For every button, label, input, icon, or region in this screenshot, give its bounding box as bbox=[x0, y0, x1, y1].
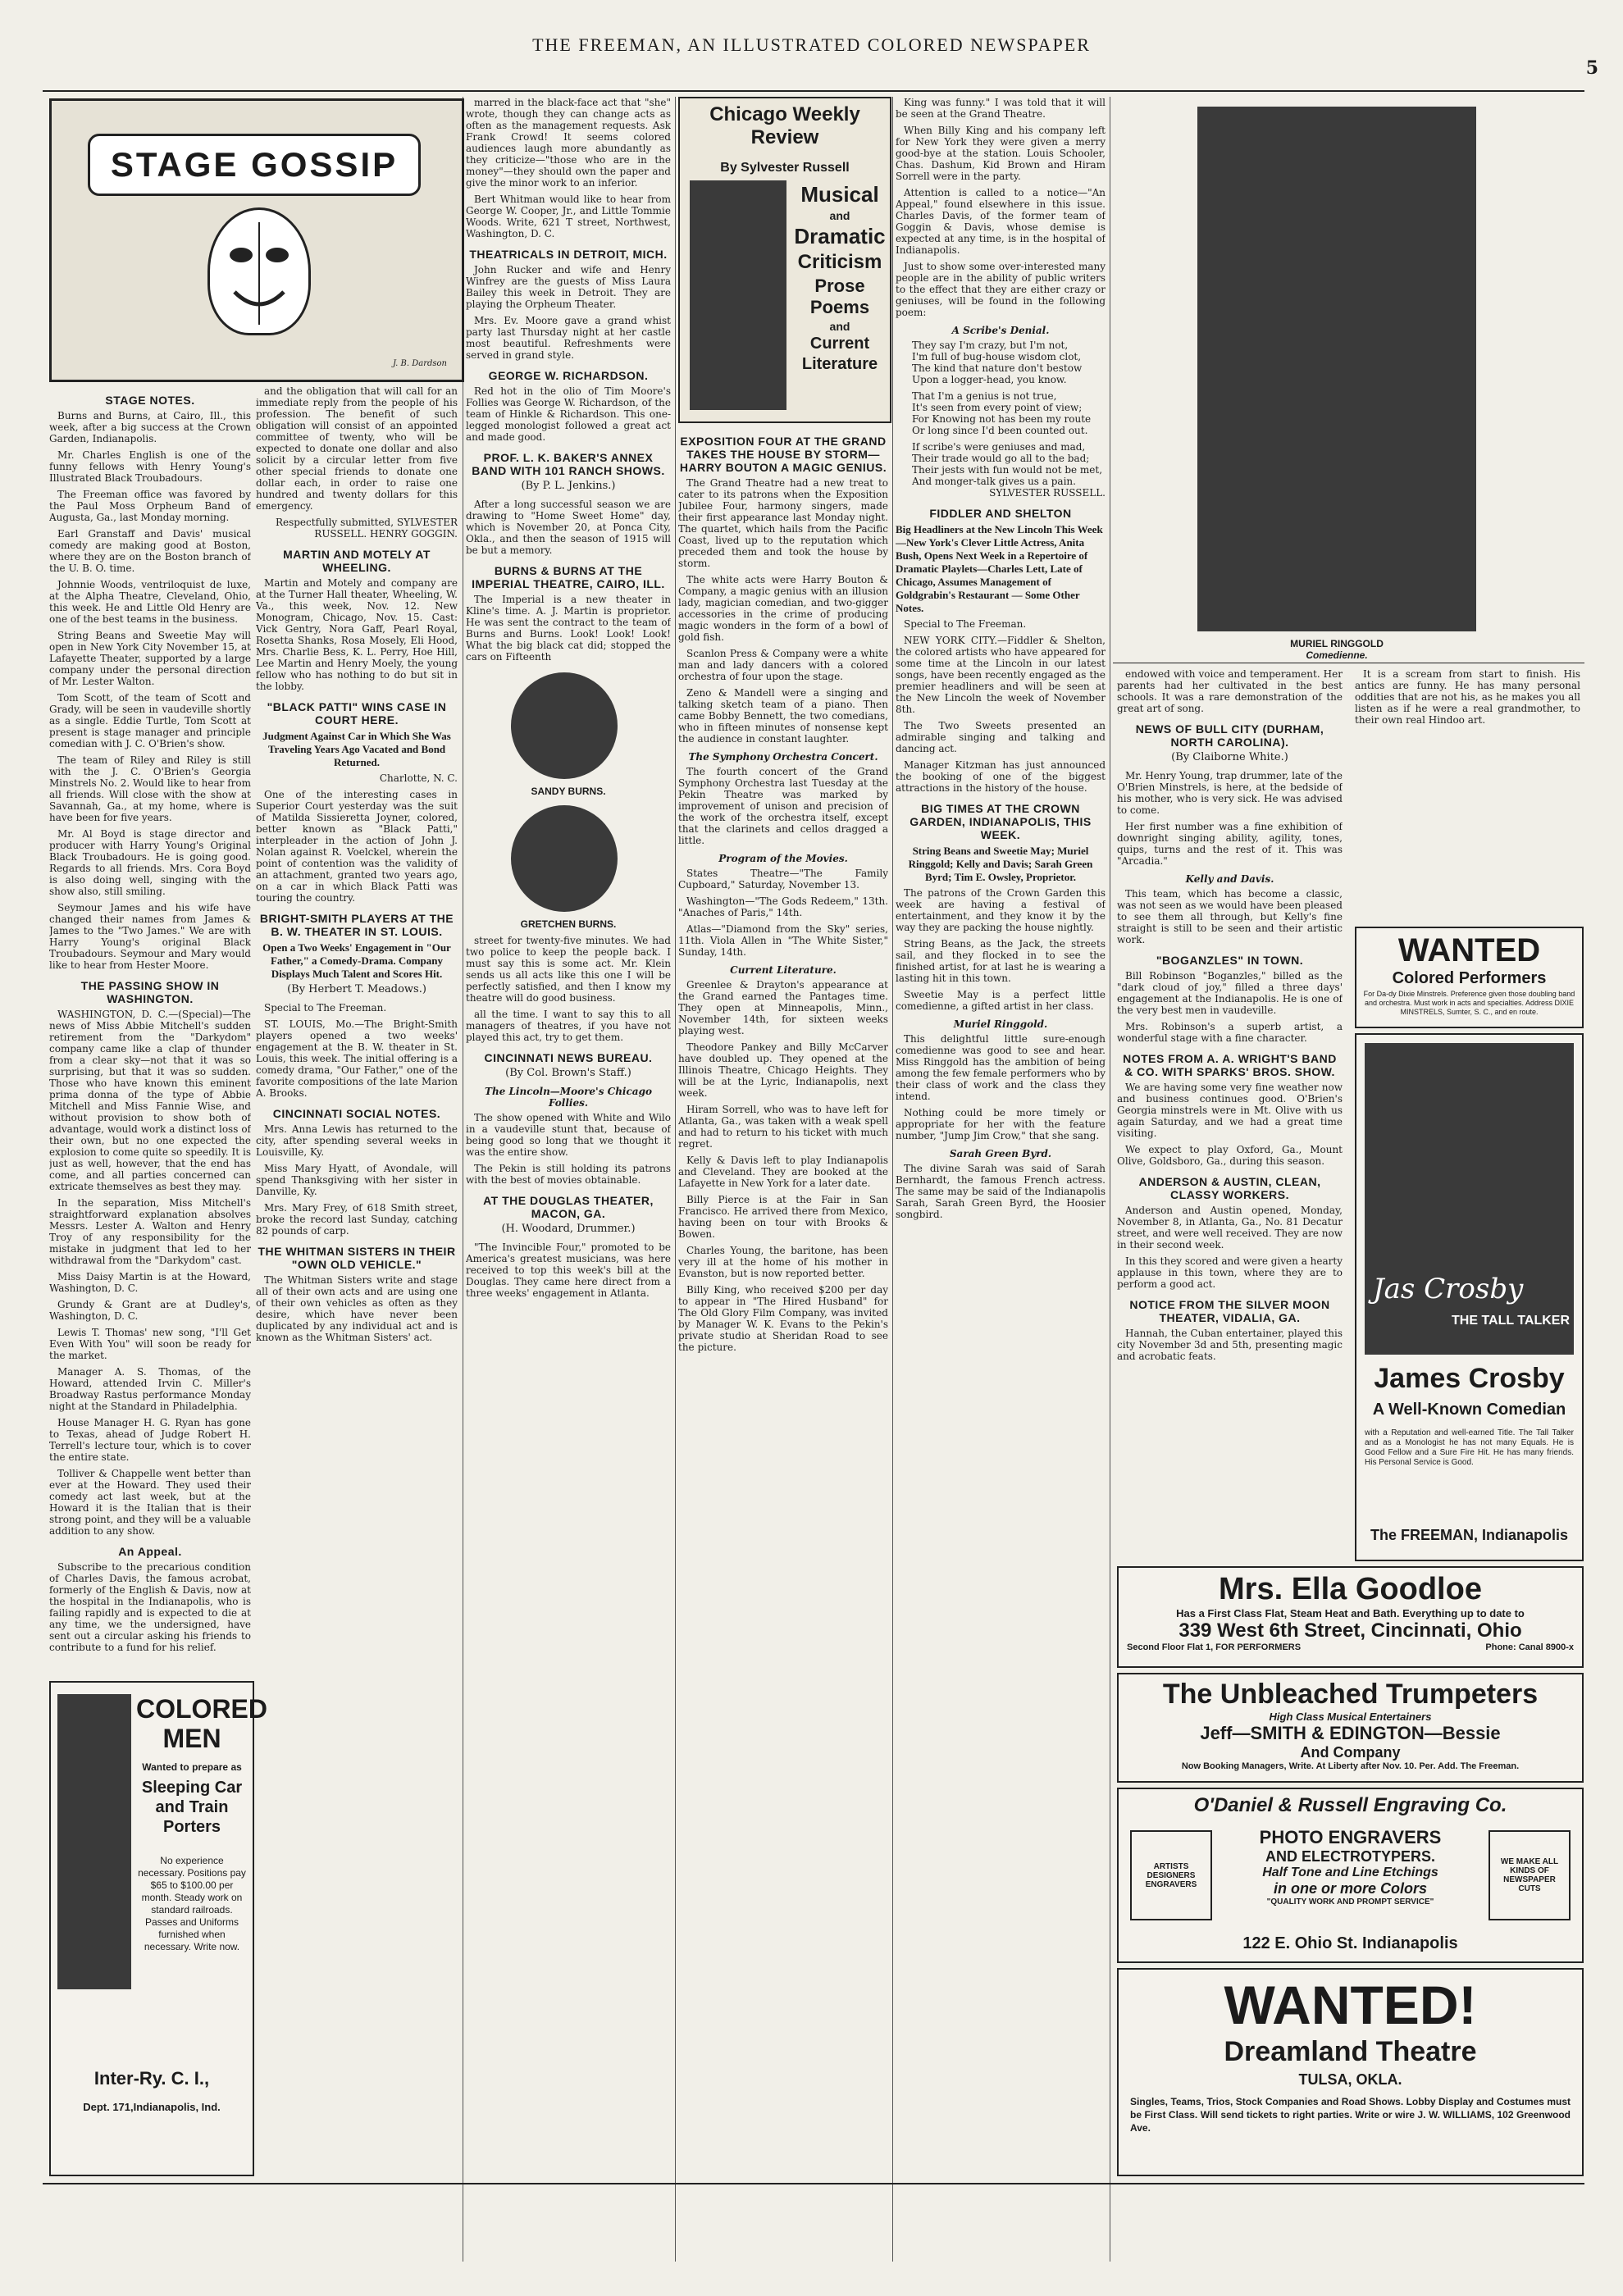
article-paragraph: The Grand Theatre had a new treat to cater to its patrons when the Exposition Jubilee Four, harmony singers, made their first appearance last Monday night. The quartet, which hails from the Pacific Coast, lived up to the reputation which preceded them and took the house by storm. bbox=[678, 477, 888, 569]
ad-line: Wanted to prepare as bbox=[142, 1761, 242, 1773]
article-paragraph: The divine Sarah was said of Sarah Bernhardt, the famous French actress. The same may be said of the Indianapolis Sarah, Sarah Green Byrd, the Hoosier songbird. bbox=[896, 1163, 1106, 1220]
headline-cincinnati-news: CINCINNATI NEWS BUREAU. bbox=[484, 1051, 653, 1064]
ad-names: Jeff—SMITH & EDINGTON—Bessie bbox=[1200, 1723, 1501, 1743]
ad-body: with a Reputation and well-earned Title. The Tall Talker and as a Monologist he has not many Equals. He is Good Fellow and a Sure Fire Hit. He has many friends. His Personal Service is Good. bbox=[1365, 1428, 1574, 1467]
article-paragraph: In this they scored and were given a hearty applause in this town, where they are to perform a good act. bbox=[1117, 1255, 1343, 1290]
article-paragraph: Mr. Henry Young, trap drummer, late of the O'Brien Minstrels, is here, at the bedside of his mother, who is very sick. He was advised to come. bbox=[1117, 770, 1343, 816]
ad-line: PHOTO ENGRAVERS bbox=[1259, 1827, 1442, 1847]
article-paragraph: Subscribe to the precarious condition of Charles Davis, the famous acrobat, formerly of the English & Davis, now at the hospital in the Indianapolis, who is failing rapidly and is expected to die at any time, we the undersigned, have sent out a circular asking his friends to contribute to a fund for his relief. bbox=[49, 1561, 251, 1653]
column-four bbox=[678, 426, 888, 2173]
article-paragraph: Theodore Pankey and Billy McCarver have doubled up. They opened at the Illinois Theatre, Chicago Heights. They will be at the Lyric, Indianapolis, next week. bbox=[678, 1041, 888, 1099]
article-paragraph: The Whitman Sisters write and stage all of their own acts and are using one of their own vehicles as often as they desire, which have never been duplicated by any individual act and is known as the Whitman Sisters' act. bbox=[256, 1274, 458, 1343]
poem-line: If scribe's were geniuses and mad, bbox=[912, 441, 1086, 453]
newspaper-title: THE FREEMAN, AN ILLUSTRATED COLORED NEWSPAPER bbox=[532, 34, 1091, 55]
subhead: Current Literature. bbox=[730, 964, 837, 976]
caption-sandy-burns: SANDY BURNS. bbox=[531, 786, 606, 797]
ad-line: Has a First Class Flat, Steam Heat and Bath. Everything up to date to bbox=[1176, 1607, 1525, 1620]
poem-line: Their jests with fun would not be met, bbox=[912, 464, 1103, 476]
subhead: A Scribe's Denial. bbox=[951, 325, 1050, 336]
top-rule bbox=[43, 90, 1584, 92]
headline-boganzles: "BOGANZLES" IN TOWN. bbox=[1156, 954, 1304, 967]
article-paragraph: Bert Whitman would like to hear from George W. Cooper, Jr., and Little Tommie Woods. Write, 621 T street, Northwest, Washington, D. C. bbox=[466, 194, 671, 239]
article-paragraph: Bill Robinson "Boganzles," billed as the "dark cloud of joy," filled a three days' engagement at the Indianapolis. He is one of the very best men in vaudeville. bbox=[1117, 970, 1343, 1016]
article-paragraph: NEW YORK CITY.—Fiddler & Shelton, the colored artists who have appeared for some time at the Lincoln in our latest songs, have been recently engaged as the premier headliners and will be seen at the New Lincoln the week of November 8th. bbox=[896, 635, 1106, 715]
masthead bbox=[0, 0, 1623, 90]
article-paragraph: Zeno & Mandell were a singing and talking sketch team of a piano. Then came Bobby Bennett, the two comedians, who in fifteen minutes of nonsense kept the audience in constant laughter. bbox=[678, 687, 888, 745]
review-topic: and bbox=[829, 320, 850, 333]
poem-line: And monger-talk gives us a pain. bbox=[912, 476, 1076, 487]
porter-illustration bbox=[57, 1694, 131, 1989]
dateline: Charlotte, N. C. bbox=[379, 772, 458, 784]
ad-footer-right: Phone: Canal 8900-x bbox=[1485, 1642, 1574, 1652]
caption-name: MURIEL RINGGOLD bbox=[1290, 638, 1384, 649]
article-paragraph: Mrs. Robinson's a superb artist, a wonderful stage with a fine character. bbox=[1117, 1021, 1343, 1044]
ad-body: Singles, Teams, Trios, Stock Companies and Road Shows. Lobby Display and Costumes must be First Class. Will send tickets to right parties. Write or wire J. W. WILLIAMS, 102 Greenwood Ave. bbox=[1130, 2096, 1571, 2134]
headline-douglas-macon: AT THE DOUGLAS THEATER, MACON, GA. bbox=[483, 1194, 654, 1220]
ad-line: AND ELECTROTYPERS. bbox=[1265, 1848, 1436, 1865]
article-paragraph: Manager Kitzman has just announced the booking of one of the biggest attractions in the history of the house. bbox=[896, 759, 1106, 794]
article-paragraph: The patrons of the Crown Garden this week are having a festival of entertainment, and they know it by the way they are packing the house nightly. bbox=[896, 887, 1106, 933]
article-paragraph: Mr. Al Boyd is stage director and producer with Harry Young's Original Black Troubadours. He is going good. Regards to all friends. Mrs. Cora Boyd is also doing well, singing with the show also, still smiling. bbox=[49, 828, 251, 897]
column-divider bbox=[675, 97, 676, 2262]
headline-baker-band: PROF. L. K. BAKER'S ANNEX BAND WITH 101 RANCH SHOWS. bbox=[472, 451, 665, 477]
deck-crown-garden: String Beans and Sweetie May; Muriel Ringgold; Kelly and Davis; Sarah Green Byrd; Tim E. Owsley, Proprietor. bbox=[908, 845, 1093, 883]
ad-title: The Unbleached Trumpeters bbox=[1162, 1679, 1539, 1710]
review-topics bbox=[793, 180, 887, 376]
bottom-rule bbox=[43, 2183, 1584, 2184]
column-three bbox=[466, 97, 671, 2171]
ad-body: For Da-dy Dixie Minstrels. Preference given those doubling band and orchestra. Must work in acts and specialties. Address DIXIE MINSTRELS, Sumter, S. C., and en route. bbox=[1363, 990, 1575, 1016]
headline-detroit: THEATRICALS IN DETROIT, MICH. bbox=[469, 248, 668, 261]
article-paragraph: Manager A. S. Thomas, of the Howard, attended Irvin C. Miller's Broadway Rastus performance Monday night at the Standard in Philadelphia. bbox=[49, 1366, 251, 1412]
sandy-burns-portrait bbox=[511, 672, 618, 779]
article-paragraph: street for twenty-five minutes. We had two police to keep the people back. I must say this is some act. Mr. Klein sends us all acts like this one I will be perfectly satisfied, and then I know my theatre will do good business. bbox=[466, 935, 671, 1004]
ad-goodloe bbox=[1117, 1566, 1584, 1668]
article-paragraph: When Billy King and his company left for New York they were given a merry good-bye at the station. Louis Schooler, Chas. Dashum, Kid Brown and Hiram Sorrell were in the party. bbox=[896, 125, 1106, 182]
ad-title: WANTED! bbox=[1224, 1975, 1477, 2035]
subhead: The Lincoln—Moore's Chicago Follies. bbox=[485, 1086, 652, 1109]
byline: (By Claiborne White.) bbox=[1171, 751, 1288, 763]
column-six-right bbox=[1355, 668, 1580, 918]
article-paragraph: Special to The Freeman. bbox=[904, 618, 1027, 630]
byline: (By Col. Brown's Staff.) bbox=[505, 1067, 631, 1079]
headline-richardson: GEORGE W. RICHARDSON. bbox=[488, 369, 649, 382]
article-paragraph: King was funny." I was told that it will be seen at the Grand Theatre. bbox=[896, 97, 1106, 120]
review-title: Chicago Weekly Review bbox=[709, 103, 860, 148]
article-paragraph: Mr. Charles English is one of the funny fellows with Henry Young's Illustrated Black Troubadours. bbox=[49, 449, 251, 484]
stage-gossip-banner: STAGE GOSSIP bbox=[88, 134, 421, 196]
ad-james-crosby bbox=[1355, 1033, 1584, 1561]
article-paragraph: Scanlon Press & Company were a white man and lady dancers with a colored orchestra of four upon the stage. bbox=[678, 648, 888, 682]
article-paragraph: Miss Daisy Martin is at the Howard, Washington, D. C. bbox=[49, 1271, 251, 1294]
ad-subtitle: Colored Performers bbox=[1392, 969, 1547, 987]
headline-stage-notes: STAGE NOTES. bbox=[105, 394, 195, 407]
column-two bbox=[256, 385, 458, 2173]
article-paragraph: Red hot in the olio of Tim Moore's Follies was George W. Richardson, of the team of Hinkle & Richardson. This one-legged monologist followed a great act and made good. bbox=[466, 385, 671, 443]
article-paragraph: States Theatre—"The Family Cupboard," Saturday, November 13. bbox=[678, 868, 888, 891]
ad-line: Half Tone and Line Etchings bbox=[1262, 1866, 1438, 1879]
article-paragraph: It is a scream from start to finish. His antics are funny. He has many personal oddities that are not his, as he makes you all listen as if he were a real grandmother, to their own real Hindoo art. bbox=[1355, 668, 1580, 726]
badge-left: ARTISTS DESIGNERS ENGRAVERS bbox=[1130, 1830, 1212, 1920]
article-paragraph: Billy Pierce is at the Fair in San Francisco. He arrived there from Mexico, having been on tour with Brooks & Bowen. bbox=[678, 1194, 888, 1240]
article-paragraph: We are having some very fine weather now and business continues good. O'Brien's Georgia minstrels were in Mt. Olive with us again Saturday, and we had a great time visiting. bbox=[1117, 1082, 1343, 1139]
article-paragraph: We expect to play Oxford, Ga., Mount Olive, Goldsboro, Ga., during this season. bbox=[1117, 1144, 1343, 1167]
ad-dept: Dept. 171,Indianapolis, Ind. bbox=[83, 2101, 221, 2113]
caption-gretchen-burns: GRETCHEN BURNS. bbox=[520, 918, 617, 930]
article-paragraph: Washington—"The Gods Redeem," 13th. "Anaches of Paris," 14th. bbox=[678, 895, 888, 918]
article-paragraph: Grundy & Grant are at Dudley's, Washington, D. C. bbox=[49, 1299, 251, 1322]
ad-title: O'Daniel & Russell Engraving Co. bbox=[1193, 1794, 1507, 1816]
article-paragraph: The Pekin is still holding its patrons with the best of movies obtainable. bbox=[466, 1163, 671, 1186]
article-paragraph: endowed with voice and temperament. Her parents had her cultivated in the best schools. It was a rare demonstration of the great art of song. bbox=[1117, 668, 1343, 714]
article-paragraph: One of the interesting cases in Superior Court yesterday was the suit of Matilda Sissieretta Joyner, colored, better known as "Black Patti," interpleader in the action of John J. Nolan against R. Voelckel, wherein the point of contention was the validity of an attachment, granted two years ago, on a car in which Black Patti was touring the country. bbox=[256, 789, 458, 904]
article-paragraph: all the time. I want to say this to all managers of theatres, if you have not played this act, try to get them. bbox=[466, 1009, 671, 1043]
review-topic: and bbox=[829, 209, 850, 222]
poem-line: Or long since I'd been counted out. bbox=[912, 425, 1088, 436]
article-paragraph: Her first number was a fine exhibition of downright singing ability, agility, tones, quips, turns and the rest of it. This was "Arcadia." bbox=[1117, 821, 1343, 867]
poem-line: Upon a logger-head, you know. bbox=[912, 374, 1067, 385]
headline-bull-city: NEWS OF BULL CITY (DURHAM, NORTH CAROLINA). bbox=[1135, 722, 1324, 749]
ad-engraving bbox=[1117, 1788, 1584, 1963]
ad-footer bbox=[1119, 1642, 1582, 1652]
article-paragraph: Special to The Freeman. bbox=[264, 1002, 387, 1014]
ad-footer-left: Second Floor Flat 1, FOR PERFORMERS bbox=[1127, 1642, 1302, 1652]
ad-title: WANTED bbox=[1397, 932, 1541, 968]
poem-line: They say I'm crazy, but I'm not, bbox=[912, 339, 1069, 351]
sylvester-russell-portrait bbox=[690, 180, 786, 410]
caption-muriel-ringgold bbox=[1115, 638, 1558, 661]
article-paragraph: House Manager H. G. Ryan has gone to Texas, ahead of Judge Robert H. Terrell's lecture tour, which is to cover the entire state. bbox=[49, 1417, 251, 1463]
poem-line: The kind that nature don't bestow bbox=[912, 362, 1083, 374]
photo-block bbox=[466, 667, 671, 935]
subhead: Kelly and Davis. bbox=[1185, 873, 1274, 885]
engraving-lines bbox=[1225, 1827, 1475, 1906]
column-stage-notes bbox=[49, 385, 251, 1665]
headline-cincinnati-social: CINCINNATI SOCIAL NOTES. bbox=[272, 1107, 441, 1120]
ad-dreamland bbox=[1117, 1968, 1584, 2176]
ad-title: Mrs. Ella Goodloe bbox=[1219, 1572, 1482, 1606]
caption-role: Comedienne. bbox=[1306, 649, 1368, 661]
article-paragraph: String Beans and Sweetie May will open in New York City November 15, at Lafayette Theater, supported by a large company under the personal direction of Mr. Lester Walton. bbox=[49, 630, 251, 687]
column-divider bbox=[892, 97, 893, 2262]
article-paragraph: Billy King, who received $200 per day to appear in "The Hired Husband" for The Old Glory Film Company, was invited by Manager W. K. Evans to the Pekin's private studio at Sheridan Road to see the picture. bbox=[678, 1284, 888, 1353]
ad-body: No experience necessary. Positions pay $65 to $100.00 per month. Steady work on standard railroads. Passes and Uniforms furnished when necessary. Write now. bbox=[138, 1855, 246, 1952]
ad-city: TULSA, OKLA. bbox=[1298, 2071, 1402, 2088]
review-topic: Prose Poems bbox=[809, 276, 870, 317]
headline-wright-band: NOTES FROM A. A. WRIGHT'S BAND & CO. WITH SPARKS' BROS. SHOW. bbox=[1123, 1052, 1337, 1078]
poem-line: It's seen from every point of view; bbox=[912, 402, 1083, 413]
headline-whitman-sisters: THE WHITMAN SISTERS IN THEIR "OWN OLD VEHICLE." bbox=[258, 1245, 456, 1271]
subhead: Sarah Green Byrd. bbox=[949, 1148, 1052, 1159]
article-paragraph: and the obligation that will call for an immediate reply from the people of his profession. The benefit of such obligation will consist of an appointed committee of twenty, who will be expected to donate one dollar and also solicit by a circular letter from five other special friends to donate one dollar each, in order to raise one hundred and twenty dollars for this emergency. bbox=[256, 385, 458, 512]
article-paragraph: Seymour James and his wife have changed their names from James & James to the "Two James." We are with Harry Young's original Black Troubadours. Seymour and Mary would like to hear from Hester Moore. bbox=[49, 902, 251, 971]
headline-crown-garden: BIG TIMES AT THE CROWN GARDEN, INDIANAPOLIS, THIS WEEK. bbox=[910, 802, 1092, 841]
article-paragraph: Anderson and Austin opened, Monday, November 8, in Atlanta, Ga., No. 81 Decatur street, and were well received. They are now in their second week. bbox=[1117, 1205, 1343, 1250]
poem-line: That I'm a genius is not true, bbox=[912, 390, 1057, 402]
ad-line: in one or more Colors bbox=[1273, 1880, 1428, 1897]
muriel-ringgold-portrait bbox=[1197, 107, 1476, 631]
signature: Respectfully submitted, SYLVESTER RUSSELL. HENRY GOGGIN. bbox=[275, 517, 458, 540]
review-topic: Dramatic bbox=[794, 224, 886, 248]
chicago-weekly-review-box bbox=[678, 97, 891, 423]
headline-silver-moon: NOTICE FROM THE SILVER MOON THEATER, VIDALIA, GA. bbox=[1129, 1298, 1330, 1324]
article-paragraph: WASHINGTON, D. C.—(Special)—The news of Miss Abbie Mitchell's sudden retirement from the "Darkydom" company came like a clap of thunder from a clear sky—not that it was so surprising, but that it was so sudden. Those who have known this eminent prima donna of the type of Abbie Mitchell and Miss Fannie Wise, and without provision to show both of advantage, would work a distinct loss of their own, but no one expected the explosion to come quite so speedily. It is just as well, however, that the end has come, and all parties concerned can extricate themselves as best they may. bbox=[49, 1009, 251, 1192]
byline: (H. Woodard, Drummer.) bbox=[501, 1223, 636, 1235]
ad-footer: Now Booking Managers, Write. At Liberty after Nov. 10. Per. Add. The Freeman. bbox=[1181, 1761, 1520, 1771]
ad-line: "QUALITY WORK AND PROMPT SERVICE" bbox=[1266, 1897, 1434, 1906]
headline-martin-motely: MARTIN AND MOTELY AT WHEELING. bbox=[283, 548, 431, 574]
article-paragraph: The team of Riley and Riley is still with the J. C. O'Brien's Georgia Minstrels No. 2. Would like to hear from all friends. Will close with the show at Savannah, Ga., at my home, where is have been for five years. bbox=[49, 754, 251, 823]
headline-bright-smith: BRIGHT-SMITH PLAYERS AT THE B. W. THEATER IN ST. LOUIS. bbox=[259, 912, 454, 938]
ad-colored-men bbox=[49, 1681, 267, 2176]
ad-address: 339 West 6th Street, Cincinnati, Ohio bbox=[1178, 1620, 1522, 1642]
article-paragraph: Atlas—"Diamond from the Sky" series, 11th. Viola Allen in "The White Sister," Sunday, 14th. bbox=[678, 923, 888, 958]
review-topic: Current bbox=[809, 335, 870, 353]
ad-wanted-performers bbox=[1355, 927, 1584, 1028]
theatre-mask-icon bbox=[207, 207, 311, 335]
james-crosby-portrait bbox=[1365, 1043, 1574, 1355]
ad-subtitle: A Well-Known Comedian bbox=[1372, 1401, 1566, 1419]
ad-line: Sleeping Car and Train Porters bbox=[141, 1779, 243, 1836]
article-paragraph: Kelly & Davis left to play Indianapolis and Cleveland. They are booked at the Lafayette in New York for a later date. bbox=[678, 1155, 888, 1189]
poem-line: Their trade would go all to the bad; bbox=[912, 453, 1090, 464]
article-paragraph: The Freeman office was favored by the Paul Moss Orpheum Band of Augusta, Ga., last Monday morning. bbox=[49, 489, 251, 523]
article-paragraph: Lewis T. Thomas' new song, "I'll Get Even With You" will soon be ready for the market. bbox=[49, 1327, 251, 1361]
ad-company: And Company bbox=[1300, 1744, 1401, 1761]
poem-line: I'm full of bug-house wisdom clot, bbox=[912, 351, 1082, 362]
article-paragraph: "The Invincible Four," promoted to be America's greatest musicians, was here received to top this week's bill at the Douglas. They came here direct from a three weeks' engagement in Atlanta. bbox=[466, 1241, 671, 1299]
article-paragraph: Greenlee & Drayton's appearance at the Grand earned the Pantages time. They open at Minneapolis, Minn., November 14th, for sixteen weeks playing west. bbox=[678, 979, 888, 1036]
ad-title: James Crosby bbox=[1374, 1363, 1565, 1394]
article-paragraph: Attention is called to a notice—"An Appeal," found elsewhere in this issue. Charles Davis, of the former team of Goggin & Davis, whose demise is expected at any time, is in the hospital of Indianapolis. bbox=[896, 187, 1106, 256]
headline-exposition-four: EXPOSITION FOUR AT THE GRAND TAKES THE HOUSE BY STORM—HARRY BOUTON A MAGIC GENIUS. bbox=[679, 435, 887, 474]
article-paragraph: Hannah, the Cuban entertainer, played this city November 3d and 5th, presenting magic and acrobatic feats. bbox=[1117, 1328, 1343, 1362]
byline: (By P. L. Jenkins.) bbox=[521, 480, 616, 492]
tagline: THE TALL TALKER bbox=[1452, 1314, 1570, 1328]
article-paragraph: String Beans, as the Jack, the streets sail, and they flocked in to see the finished artist, for at last he is wearing a lasting hit in this town. bbox=[896, 938, 1106, 984]
headline-an-appeal: An Appeal. bbox=[118, 1545, 182, 1558]
article-paragraph: The fourth concert of the Grand Symphony Orchestra last Tuesday at the Pekin Theatre was marked by improvement of unison and precision of the work of the orchestra itself, except that the clarinets and cellos dragged a little. bbox=[678, 766, 888, 846]
subhead: The Symphony Orchestra Concert. bbox=[688, 751, 878, 763]
review-topic: Literature bbox=[801, 355, 878, 373]
poem-line: For Knowing not has been my route bbox=[912, 413, 1092, 425]
article-paragraph: The Two Sweets presented an admirable singing and talking and dancing act. bbox=[896, 720, 1106, 754]
column-six-left bbox=[1117, 668, 1343, 1554]
ad-company: Inter-Ry. C. I., bbox=[93, 2068, 210, 2089]
article-paragraph: Charles Young, the baritone, has been very ill at the home of his mother in Evanston, but is now reported better. bbox=[678, 1245, 888, 1279]
article-paragraph: marred in the black-face act that "she" wrote, though they can change acts as often as the management requests. Ask Frank Crowd! It seems colored audiences laugh more abundantly as they criticize—"those who are in the money"—they should own the paper and give the minor work to an inferior. bbox=[466, 97, 671, 189]
poem bbox=[912, 339, 1106, 487]
article-paragraph: The white acts were Harry Bouton & Company, a magic genius with an illusion lady, magician comedian, and two-gigger accessories in the crime of producing magic wonders in the form of a bowl of gold fish. bbox=[678, 574, 888, 643]
ad-title: COLORED MEN bbox=[136, 1694, 267, 1753]
article-paragraph: Earl Granstaff and Davis' musical comedy are making good at Boston, where they are on the Boston branch of the U. B. O. time. bbox=[49, 528, 251, 574]
ad-address: 122 E. Ohio St. Indianapolis bbox=[1242, 1934, 1458, 1952]
article-paragraph: Tom Scott, of the team of Scott and Grady, will be seen in vaudeville shortly as a single. Eddie Turtle, Tom Scott at present is stage manager and principle comedian with J. C. O'Brien's show. bbox=[49, 692, 251, 749]
signature: SYLVESTER RUSSELL. bbox=[989, 487, 1106, 499]
article-paragraph: Sweetie May is a perfect little comedienne, a gifted artist in her class. bbox=[896, 989, 1106, 1012]
subhead: Program of the Movies. bbox=[718, 853, 848, 864]
article-paragraph: ST. LOUIS, Mo.—The Bright-Smith players opened a two weeks' engagement at the B. W. theater in St. Louis, this week. The initial offering is a comedy drama, "Our Father," one of the favorite compositions of the late Marion A. Brooks. bbox=[256, 1018, 458, 1099]
headline-black-patti: "BLACK PATTI" WINS CASE IN COURT HERE. bbox=[267, 700, 447, 727]
headline-anderson-austin: ANDERSON & AUSTIN, CLEAN, CLASSY WORKERS. bbox=[1138, 1175, 1321, 1201]
headline-passing-show: THE PASSING SHOW IN WASHINGTON. bbox=[80, 979, 220, 1005]
article-paragraph: Just to show some over-interested many people are in the ability of public writers to the effect that they are either crazy or geniuses, will be found in the following poem: bbox=[896, 261, 1106, 318]
article-paragraph: Hiram Sorrell, who was to have left for Atlanta, Ga., was taken with a weak spell and had to return to his ticket with much regret. bbox=[678, 1104, 888, 1150]
review-byline: By Sylvester Russell bbox=[720, 161, 850, 175]
article-paragraph: Mrs. Mary Frey, of 618 Smith street, broke the record last Sunday, catching 82 pounds of carp. bbox=[256, 1202, 458, 1237]
illustrator-credit: J. B. Dardson bbox=[392, 359, 447, 368]
badge-right: WE MAKE ALL KINDS OF NEWSPAPER CUTS bbox=[1489, 1830, 1571, 1920]
ad-trumpeters bbox=[1117, 1673, 1584, 1783]
article-paragraph: Johnnie Woods, ventriloquist de luxe, at the Alpha Theatre, Cleveland, Ohio, this week. He and Little Old Henry are one of the best teams in the business. bbox=[49, 579, 251, 625]
ad-name: Dreamland Theatre bbox=[1224, 2036, 1477, 2067]
column-five bbox=[896, 97, 1106, 2171]
article-paragraph: John Rucker and wife and Henry Winfrey are the guests of Miss Laura Bailey this week in Detroit. They are playing the Orpheum Theater. bbox=[466, 264, 671, 310]
article-paragraph: Mrs. Ev. Moore gave a grand whist party last Thursday night at her castle most beautiful. Refreshments were served in grand style. bbox=[466, 315, 671, 361]
article-paragraph: The Imperial is a new theater in Kline's time. A. J. Martin is proprietor. He was sent the contract to the team of Burns and Burns. Look! Look! Look! What the big black cat did; stopped the cars on Fifteenth bbox=[466, 594, 671, 663]
ad-subtitle: High Class Musical Entertainers bbox=[1269, 1711, 1432, 1723]
headline-burns-cairo: BURNS & BURNS AT THE IMPERIAL THEATRE, CAIRO, ILL. bbox=[472, 564, 665, 590]
article-paragraph: Tolliver & Chappelle went better than ever at the Howard. They used their comedy act last week, but at the Howard it is the Italian that is their strong point, and they will be a valuable addition to any show. bbox=[49, 1468, 251, 1537]
article-paragraph: After a long successful season we are drawing to "Home Sweet Home" day, which is November 20, at Ponca City, Okla., and then the season of 1915 will be but a memory. bbox=[466, 499, 671, 556]
article-paragraph: Miss Mary Hyatt, of Avondale, will spend Thanksgiving with her sister in Danville, Ky. bbox=[256, 1163, 458, 1197]
article-paragraph: Nothing could be more timely or appropriate for her with the feature number, "Jump Jim Crow," that she sang. bbox=[896, 1107, 1106, 1141]
deck-black-patti: Judgment Against Car in Which She Was Traveling Years Ago Vacated and Bond Returned. bbox=[262, 730, 451, 768]
article-paragraph: Mrs. Anna Lewis has returned to the city, after spending several weeks in Louisville, Ky. bbox=[256, 1123, 458, 1158]
article-paragraph: This team, which has become a classic, was not seen as we would have been pleased to see them all through, but Kelly's fine straight is still to be seen and their artistic work. bbox=[1117, 888, 1343, 945]
article-paragraph: In the separation, Miss Mitchell's straightforward explanation absolves Messrs. Lester A. Walton and Henry Troy of any responsibility for the mistake in judgment that led to her withdrawal from the "Darkydom" cast. bbox=[49, 1197, 251, 1266]
deck-bright-smith: Open a Two Weeks' Engagement in "Our Father," a Comedy-Drama. Company Displays Much Talent and Scores Hit. bbox=[262, 941, 451, 980]
article-paragraph: This delightful little sure-enough comedienne was good to see and hear. Miss Ringgold has the ambition of being among the few female performers who by their class of work and the class they intend. bbox=[896, 1033, 1106, 1102]
ad-footer: The FREEMAN, Indianapolis bbox=[1370, 1527, 1568, 1543]
subhead: Muriel Ringgold. bbox=[953, 1018, 1048, 1030]
article-paragraph: Martin and Motely and company are at the Turner Hall theater, Wheeling, W. Va., this week, Nov. 12. New Monogram, Chicago, Nov. 15. Cast: Vick Gentry, Nora Gaff, Pearl Royal, Rosetta Shanks, Rosa Mosely, Eli Hood, Mrs. Charlie Bess, K. L. Perry, Hoe Hill, Lee Martin and Henry Moely, the young fellow who has nothing to do but sit in the lobby. bbox=[256, 577, 458, 692]
deck-fiddler-shelton: Big Headliners at the New Lincoln This Week—New York's Clever Little Actress, Anita Bush, Opens Next Week in a Repertoire of Dramatic Playlets—Charles Lett, Late of Chicago, Assumes Management of Goldgrabin's Restaurant — Some Other Notes. bbox=[896, 523, 1103, 614]
page-number: 5 bbox=[1585, 57, 1598, 79]
review-topic: Musical bbox=[800, 182, 879, 207]
article-paragraph: The show opened with White and Wilo in a vaudeville stunt that, because of being good so long that we thought it was the entire show. bbox=[466, 1112, 671, 1158]
autograph: Jas Crosby bbox=[1373, 1273, 1524, 1305]
review-topic: Criticism bbox=[797, 251, 882, 273]
byline: (By Herbert T. Meadows.) bbox=[287, 983, 426, 995]
article-paragraph: Burns and Burns, at Cairo, Ill., this week, after a big success at the Crown Garden, Indianapolis. bbox=[49, 410, 251, 444]
gretchen-burns-portrait bbox=[511, 805, 618, 912]
stage-gossip-illustration bbox=[49, 98, 464, 382]
headline-fiddler-shelton: FIDDLER AND SHELTON bbox=[929, 507, 1072, 520]
